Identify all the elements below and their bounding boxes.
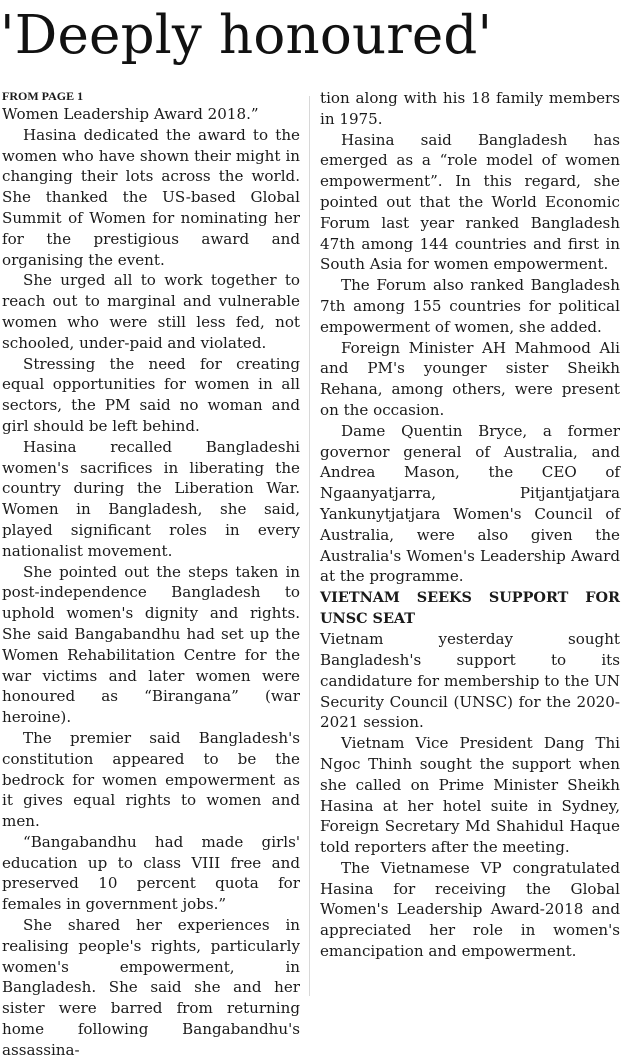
paragraph: Vietnam Vice President Dang Thi Ngoc Thinh sought the support when she called on Prime Minister Sheikh Hasina at her hotel suite in Sydney, Foreign Secretary Md Shahidul Haque told reporters after the meeting. xyxy=(320,734,620,857)
paragraph: Hasina dedicated the award to the women who have shown their might in changing their lots across the world. She thanked the US-based Global Summit of Women for nominating her for the prestigious award and organising the event. xyxy=(2,125,300,269)
left-column xyxy=(2,88,300,1061)
paragraph: The Forum also ranked Bangladesh 7th among 155 countries for political empowerment of women, she added. xyxy=(320,276,620,336)
paragraph: She pointed out the steps taken in post-independence Bangladesh to uphold women's dignity and rights. She said Bangabandhu had set up the Women Rehabilitation Centre for the war victims and later women were honoured as “Birangana” (war heroine). xyxy=(2,562,300,727)
paragraph: She urged all to work together to reach out to marginal and vulnerable women who were still less fed, not schooled, under-paid and violated. xyxy=(2,271,300,352)
paragraph: “Bangabandhu had made girls' education up to class VIII free and preserved 10 percent quota for females in government jobs.” xyxy=(2,832,300,914)
subhead: VIETNAM SEEKS SUPPORT FOR UNSC SEAT xyxy=(320,589,620,628)
paragraph: tion along with his 18 family members in 1975. xyxy=(320,89,620,128)
paragraph: The premier said Bangladesh's constitution appeared to be the bedrock for women empowerment as it gives equal rights to women and men. xyxy=(2,728,300,831)
paragraph: Foreign Minister AH Mahmood Ali and PM's younger sister Sheikh Rehana, among others, were present on the occasion. xyxy=(320,338,620,419)
paragraph: The Vietnamese VP congratulated Hasina for receiving the Global Women's Leadership Award-2018 and appreciated her role in women's emancipation and empowerment. xyxy=(320,858,620,961)
paragraph: Dame Quentin Bryce, a former governor general of Australia, and Andrea Mason, the CEO of Ngaanyatjarra, Pitjantjatjara Yankunytjatjara Women's Council of Australia, were also given the Australia's Women's Leadership Award at the programme. xyxy=(320,421,620,586)
column-divider xyxy=(309,96,310,996)
kicker: FROM PAGE 1 xyxy=(2,89,84,103)
paragraph: Hasina said Bangladesh has emerged as a “role model of women empowerment”. In this regard, she pointed out that the World Economic Forum last year ranked Bangladesh 47th among 144 countries and first in South Asia for women empowerment. xyxy=(320,130,620,274)
paragraph: Stressing the need for creating equal opportunities for women in all sectors, the PM said no woman and girl should be left behind. xyxy=(2,354,300,435)
paragraph: Hasina recalled Bangladeshi women's sacrifices in liberating the country during the Liberation War. Women in Bangladesh, she said, played significant roles in every nationalist movement. xyxy=(2,437,300,560)
paragraph: Women Leadership Award 2018.” xyxy=(2,105,259,123)
headline: 'Deeply honoured' xyxy=(0,5,493,66)
right-column xyxy=(320,88,620,962)
paragraph: She shared her experiences in realising people's rights, particularly women's empowerment, in Bangladesh. She said she and her sister were barred from returning home following Bangabandhu's assassina- xyxy=(2,916,300,1059)
paragraph: Vietnam yesterday sought Bangladesh's support to its candidature for membership to the UN Security Council (UNSC) for the 2020-2021 session. xyxy=(320,630,620,732)
